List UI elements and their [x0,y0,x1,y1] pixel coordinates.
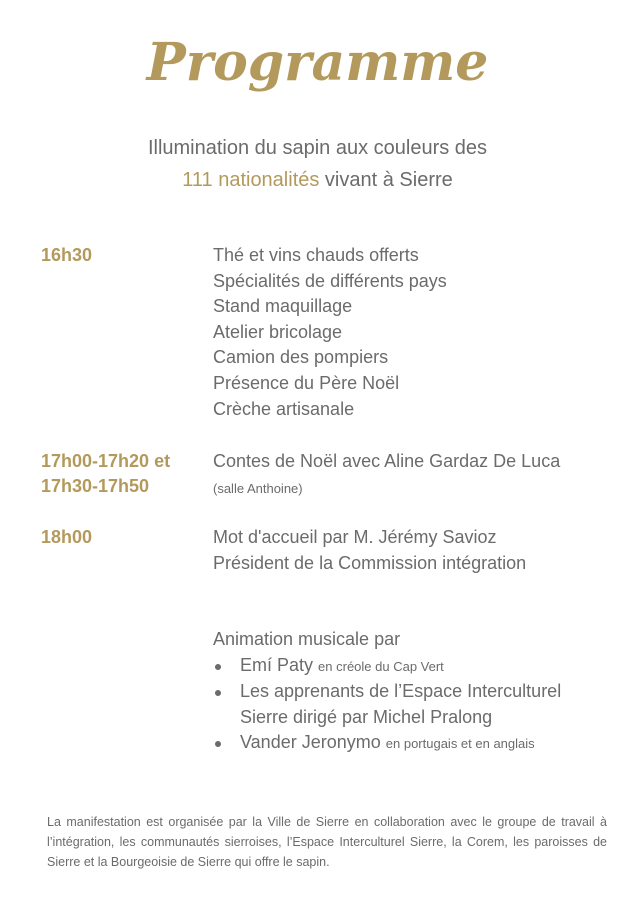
performer-name-line-1: Les apprenants de l’Espace Interculturel [240,681,562,702]
schedule-item: Camion des pompiers [213,347,389,368]
speaker-title: Président de la Commission intégration [213,552,527,573]
storytelling-title: Contes de Noël avec Aline Gardaz De Luca [213,451,561,471]
storytelling-location: (salle Anthoine) [213,480,303,496]
schedule-items [213,449,613,502]
schedule-item: Spécialités de différents pays [213,270,447,291]
performer-name-line-2: Sierre dirigé par Michel Pralong [240,706,493,727]
performer-note: en portugais et en anglais [385,736,535,752]
welcome-speech: Mot d'accueil par M. Jérémy Savioz [213,527,497,547]
schedule-item: Stand maquillage [213,296,353,317]
footer-note: La manifestation est organisée par la Ville de Sierre en collaboration avec le groupe de travail à l’intégration, les communautés sierroises, l’Espace Interculturel Sierre, la Corem, les paroisses de Sierre et la Bourgeoisie de Sierre qui offre le sapin. [47,815,607,869]
schedule-time-line-1: 17h00-17h20 et [41,451,171,471]
schedule-items [213,243,613,422]
schedule-time-line-2: 17h30-17h50 [41,476,150,496]
subtitle [0,132,635,196]
subtitle-line-1: Illumination du sapin aux couleurs des [147,137,488,159]
schedule-item: Atelier bricolage [213,321,343,342]
schedule-time: 16h30 [41,245,93,265]
music-content [213,627,613,757]
subtitle-line-2-rest: vivant à Sierre [319,169,453,191]
subtitle-line-2 [0,164,635,196]
performer-name: Emí Paty [240,654,314,675]
performer-item [213,653,613,680]
performer-item [213,679,613,730]
performer-note: en créole du Cap Vert [318,658,444,674]
page-title: Programme [146,32,489,93]
performer-name: Vander Jeronymo [240,732,381,753]
schedule-item: Thé et vins chauds offerts [213,245,419,265]
performer-item [213,730,613,757]
schedule-time [41,449,211,499]
performer-list [213,653,613,757]
schedule-item: Crèche artisanale [213,398,355,419]
schedule-item: Présence du Père Noël [213,372,400,393]
schedule-time: 18h00 [41,527,93,547]
nationalities-highlight: 111 nationalités [182,169,320,191]
schedule-items [213,525,613,576]
music-heading: Animation musicale par [213,629,401,649]
